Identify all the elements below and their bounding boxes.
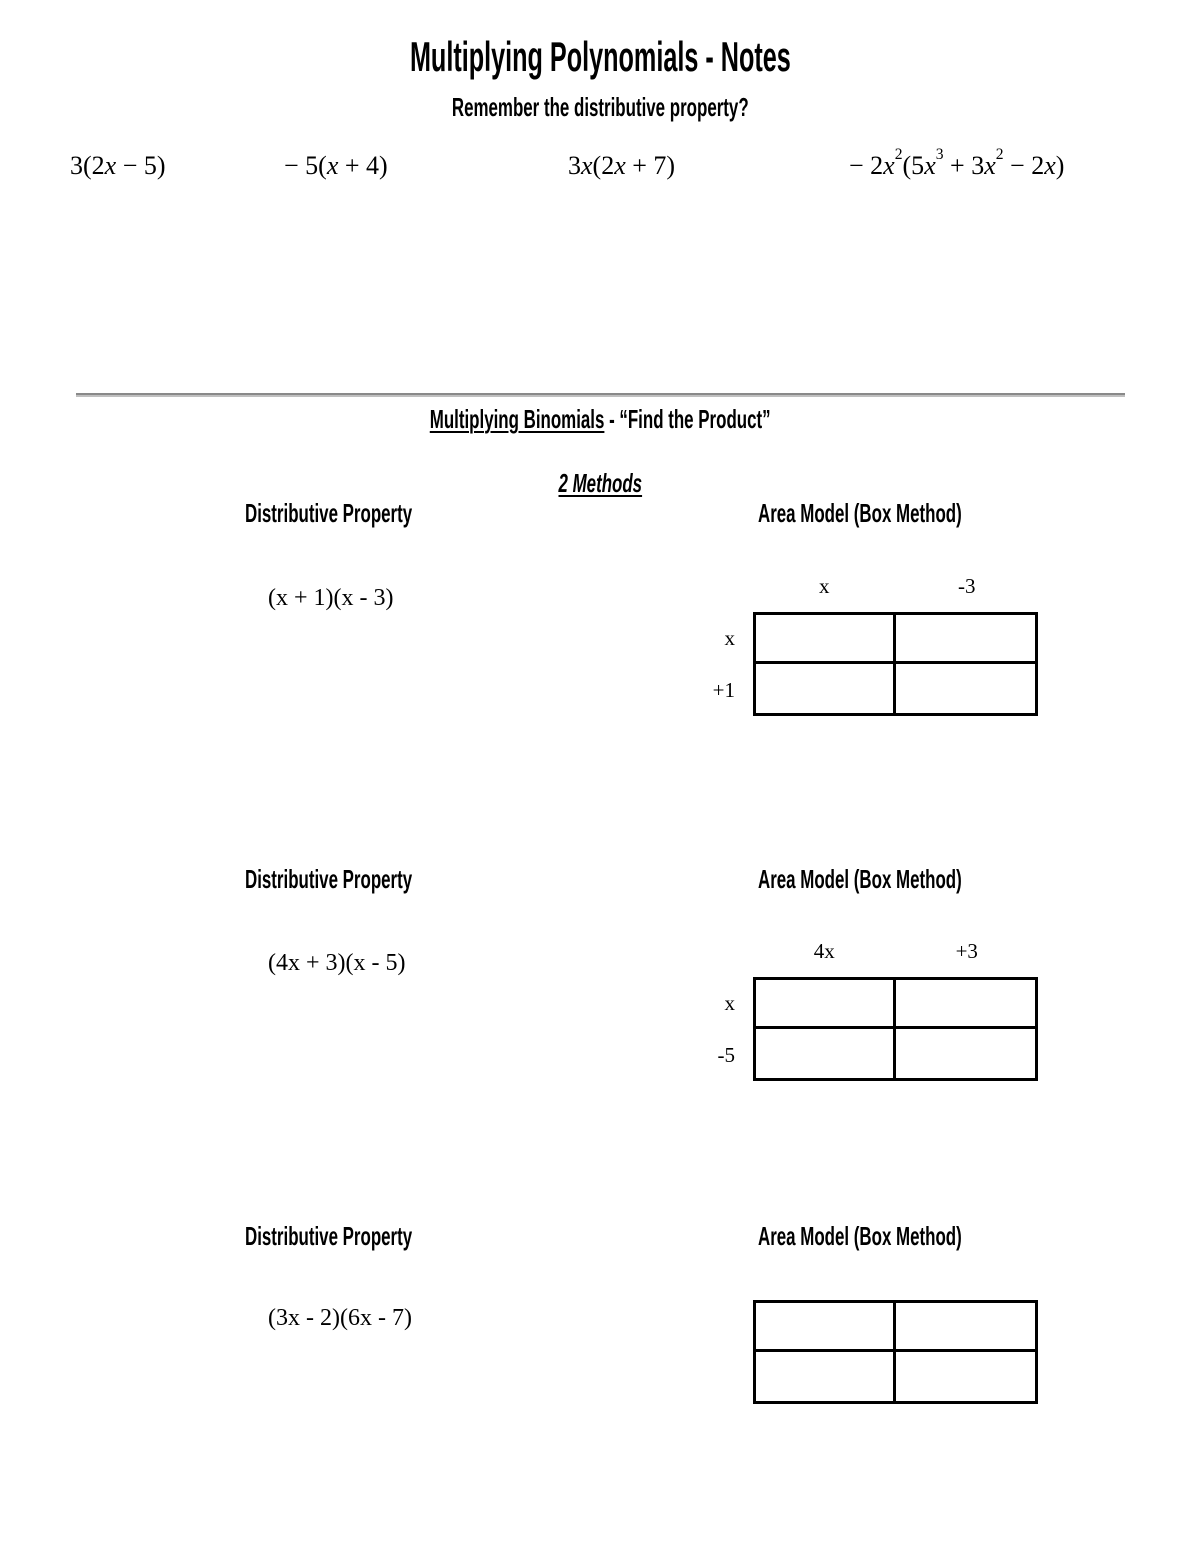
box-cell	[896, 1352, 1036, 1401]
box-col-label: -3	[958, 574, 976, 598]
methods-heading: 2 Methods	[558, 468, 642, 498]
area-model-heading: Area Model (Box Method)	[758, 864, 962, 894]
box-cell	[896, 664, 1036, 713]
box-cell	[756, 615, 896, 664]
binomial-expression: (x + 1)(x - 3)	[268, 585, 394, 611]
box-column-labels	[753, 574, 1038, 599]
box-column-labels	[753, 939, 1038, 964]
area-model-heading: Area Model (Box Method)	[758, 1221, 962, 1251]
box-row-labels	[640, 977, 735, 1081]
box-cell	[756, 664, 896, 713]
page-subtitle: Remember the distributive property?	[451, 92, 749, 122]
box-cell	[756, 1029, 896, 1078]
box-cell	[756, 980, 896, 1029]
box-row-label: x	[724, 625, 735, 650]
distributive-property-heading: Distributive Property	[245, 498, 413, 528]
box-col-label: x	[819, 574, 830, 598]
box-col-label: +3	[955, 939, 978, 963]
distributive-property-heading: Distributive Property	[245, 864, 413, 894]
binomials-heading	[430, 404, 771, 435]
box-row-labels	[640, 1300, 735, 1404]
section1-distributive-heading-wrap	[245, 498, 502, 529]
area-model-heading: Area Model (Box Method)	[758, 498, 962, 528]
box-cell	[896, 615, 1036, 664]
methods-heading-row	[0, 468, 1200, 499]
box-cell	[896, 1303, 1036, 1352]
section3-distributive-heading-wrap	[245, 1221, 502, 1252]
section2-distributive-heading-wrap	[245, 864, 502, 895]
box-col-label: 4x	[813, 939, 835, 963]
title-row	[0, 34, 1200, 80]
box-cell	[756, 1352, 896, 1401]
box-row-label	[640, 1352, 735, 1404]
box-row-label: x	[724, 990, 735, 1015]
box-row-label: -5	[717, 1042, 735, 1067]
section2-area-model-heading-wrap	[758, 864, 1071, 895]
box-cell	[756, 1303, 896, 1352]
binomials-heading-underlined: Multiplying Binomials	[429, 404, 605, 434]
section3-area-model-heading-wrap	[758, 1221, 1071, 1252]
box-row-label: +1	[712, 677, 735, 702]
area-model-box	[753, 977, 1038, 1081]
section-divider	[76, 393, 1125, 397]
binomials-heading-row	[0, 404, 1200, 435]
subtitle-row	[0, 92, 1200, 123]
box-cell	[896, 980, 1036, 1029]
page-title: Multiplying Polynomials - Notes	[409, 33, 791, 80]
binomial-expression: (3x - 2)(6x - 7)	[268, 1305, 412, 1331]
warmup-expression-1: 3(2x − 5)	[70, 151, 166, 180]
area-model-box	[753, 1300, 1038, 1404]
box-cell	[896, 1029, 1036, 1078]
box-row-labels	[640, 612, 735, 716]
distributive-property-heading: Distributive Property	[245, 1221, 413, 1251]
warmup-expression-2: − 5(x + 4)	[284, 151, 388, 180]
binomial-expression: (4x + 3)(x - 5)	[268, 950, 406, 976]
section1-area-model-heading-wrap	[758, 498, 1071, 529]
box-row-label	[640, 1300, 735, 1352]
binomials-heading-rest: - “Find the Product”	[604, 404, 771, 434]
area-model-box	[753, 612, 1038, 716]
warmup-expression-3: 3x(2x + 7)	[568, 151, 676, 180]
warmup-expression-4: − $2x^2(5x^3 + 3x^2 - 2x)$	[849, 145, 1065, 180]
